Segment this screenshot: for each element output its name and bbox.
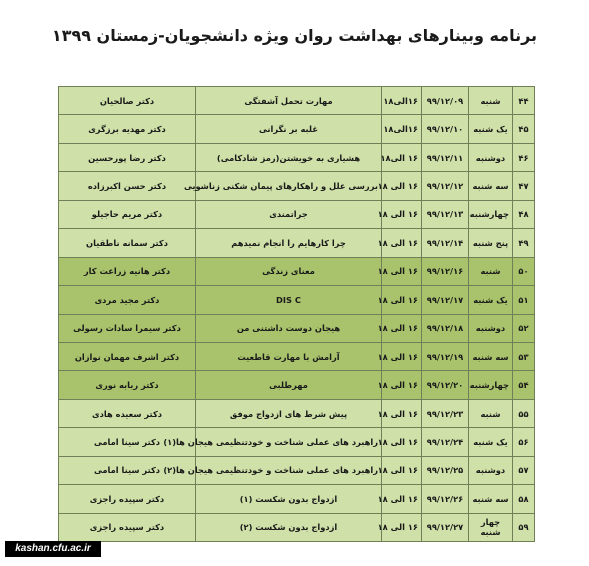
presenter-cell: دکتر سمانه ناطقیان bbox=[59, 229, 196, 257]
row-number: ۵۹ bbox=[513, 513, 535, 541]
presenter-cell: دکتر سینا امامی bbox=[59, 456, 196, 484]
date-cell: ۹۹/۱۲/۲۶ bbox=[422, 485, 469, 513]
presenter-cell: دکتر صالحیان bbox=[59, 87, 196, 115]
date-cell: ۹۹/۱۲/۱۳ bbox=[422, 200, 469, 228]
time-cell: ۱۶ الی ۱۸ bbox=[382, 257, 422, 285]
presenter-cell: دکتر حسن اکبرزاده bbox=[59, 172, 196, 200]
row-number: ۵۷ bbox=[513, 456, 535, 484]
topic-cell: هشیاری به خویشتن(رمز شادکامی) bbox=[196, 143, 382, 171]
date-cell: ۹۹/۱۲/۱۷ bbox=[422, 286, 469, 314]
weekday-cell: شنبه bbox=[469, 257, 513, 285]
table-row bbox=[59, 314, 535, 342]
presenter-cell: دکتر سپیده راجزی bbox=[59, 513, 196, 541]
weekday-cell: سه شنبه bbox=[469, 485, 513, 513]
schedule-table bbox=[58, 86, 535, 542]
date-cell: ۹۹/۱۲/۱۰ bbox=[422, 115, 469, 143]
table-row bbox=[59, 428, 535, 456]
time-cell: ۱۶ الی ۱۸ bbox=[382, 172, 422, 200]
topic-cell: پیش شرط های ازدواج موفق bbox=[196, 399, 382, 427]
weekday-cell: یک شنبه bbox=[469, 115, 513, 143]
presenter-cell: دکتر سپیده راجزی bbox=[59, 485, 196, 513]
topic-cell: راهبرد های عملی شناخت و خودتنظیمی هیجان ها(۱) bbox=[196, 428, 382, 456]
row-number: ۵۶ bbox=[513, 428, 535, 456]
presenter-cell: دکتر ربابه نوری bbox=[59, 371, 196, 399]
topic-cell: ازدواج بدون شکست (۲) bbox=[196, 513, 382, 541]
time-cell: ۱۶ الی ۱۸ bbox=[382, 314, 422, 342]
time-cell: ۱۶ الی۱۸ bbox=[382, 143, 422, 171]
topic-cell: ازدواج بدون شکست (۱) bbox=[196, 485, 382, 513]
table-row bbox=[59, 172, 535, 200]
date-cell: ۹۹/۱۲/۱۹ bbox=[422, 342, 469, 370]
weekday-cell: سه شنبه bbox=[469, 172, 513, 200]
topic-cell: هیجان دوست داشتنی من bbox=[196, 314, 382, 342]
date-cell: ۹۹/۱۲/۱۲ bbox=[422, 172, 469, 200]
weekday-cell: چهارشنبه bbox=[469, 200, 513, 228]
date-cell: ۹۹/۱۲/۱۶ bbox=[422, 257, 469, 285]
row-number: ۴۹ bbox=[513, 229, 535, 257]
time-cell: ۱۶ الی ۱۸ bbox=[382, 513, 422, 541]
presenter-cell: دکتر رضا پورحسین bbox=[59, 143, 196, 171]
weekday-cell: سه شنبه bbox=[469, 342, 513, 370]
site-watermark: kashan.cfu.ac.ir bbox=[5, 541, 101, 557]
table-row bbox=[59, 342, 535, 370]
time-cell: ۱۶ الی ۱۸ bbox=[382, 229, 422, 257]
time-cell: ۱۶ الی ۱۸ bbox=[382, 342, 422, 370]
date-cell: ۹۹/۱۲/۲۳ bbox=[422, 399, 469, 427]
date-cell: ۹۹/۱۲/۲۵ bbox=[422, 456, 469, 484]
table-row bbox=[59, 143, 535, 171]
row-number: ۵۴ bbox=[513, 371, 535, 399]
presenter-cell: دکتر سعیده هادی bbox=[59, 399, 196, 427]
table-row bbox=[59, 87, 535, 115]
table-row bbox=[59, 257, 535, 285]
date-cell: ۹۹/۱۲/۰۹ bbox=[422, 87, 469, 115]
row-number: ۵۳ bbox=[513, 342, 535, 370]
date-cell: ۹۹/۱۲/۱۸ bbox=[422, 314, 469, 342]
topic-cell: غلبه بر نگرانی bbox=[196, 115, 382, 143]
time-cell: ۱۶ الی ۱۸ bbox=[382, 200, 422, 228]
weekday-cell: شنبه bbox=[469, 399, 513, 427]
weekday-cell: چهارشنبه bbox=[469, 371, 513, 399]
time-cell: ۱۶الی۱۸ bbox=[382, 87, 422, 115]
time-cell: ۱۶الی۱۸ bbox=[382, 115, 422, 143]
table-row bbox=[59, 513, 535, 541]
date-cell: ۹۹/۱۲/۱۴ bbox=[422, 229, 469, 257]
topic-cell: راهبرد های عملی شناخت و خودتنظیمی هیجان ها(۲) bbox=[196, 456, 382, 484]
topic-cell: مهارت تحمل آشفتگی bbox=[196, 87, 382, 115]
topic-cell: بررسی علل و راهکارهای پیمان شکنی زناشویی bbox=[196, 172, 382, 200]
row-number: ۵۵ bbox=[513, 399, 535, 427]
table-row bbox=[59, 200, 535, 228]
weekday-cell: پنج شنبه bbox=[469, 229, 513, 257]
time-cell: ۱۶ الی ۱۸ bbox=[382, 485, 422, 513]
time-cell: ۱۶ الی ۱۸ bbox=[382, 371, 422, 399]
table-row bbox=[59, 229, 535, 257]
schedule-body bbox=[59, 87, 535, 542]
presenter-cell: دکتر سینا امامی bbox=[59, 428, 196, 456]
row-number: ۴۷ bbox=[513, 172, 535, 200]
date-cell: ۹۹/۱۲/۱۱ bbox=[422, 143, 469, 171]
weekday-cell: چهار شنبه bbox=[469, 513, 513, 541]
weekday-cell: دوشنبه bbox=[469, 456, 513, 484]
presenter-cell: دکتر مهدیه برزگری bbox=[59, 115, 196, 143]
table-row bbox=[59, 485, 535, 513]
weekday-cell: شنبه bbox=[469, 87, 513, 115]
page-title: برنامه وبینارهای بهداشت روان ویژه دانشجویان-زمستان ۱۳۹۹ bbox=[51, 26, 538, 45]
table-row bbox=[59, 115, 535, 143]
row-number: ۴۵ bbox=[513, 115, 535, 143]
presenter-cell: دکتر سیمرا سادات رسولی bbox=[59, 314, 196, 342]
topic-cell: DIS C bbox=[196, 286, 382, 314]
topic-cell: جراتمندی bbox=[196, 200, 382, 228]
weekday-cell: یک شنبه bbox=[469, 286, 513, 314]
time-cell: ۱۶ الی ۱۸ bbox=[382, 286, 422, 314]
row-number: ۵۰ bbox=[513, 257, 535, 285]
topic-cell: معنای زندگی bbox=[196, 257, 382, 285]
row-number: ۴۶ bbox=[513, 143, 535, 171]
time-cell: ۱۶ الی ۱۸ bbox=[382, 456, 422, 484]
topic-cell: آرامش با مهارت قاطعیت bbox=[196, 342, 382, 370]
table-row bbox=[59, 286, 535, 314]
presenter-cell: دکتر هانیه زراعت کار bbox=[59, 257, 196, 285]
table-row bbox=[59, 371, 535, 399]
weekday-cell: یک شنبه bbox=[469, 428, 513, 456]
table-row bbox=[59, 456, 535, 484]
presenter-cell: دکتر اشرف مهمان نوازان bbox=[59, 342, 196, 370]
date-cell: ۹۹/۱۲/۲۴ bbox=[422, 428, 469, 456]
date-cell: ۹۹/۱۲/۲۷ bbox=[422, 513, 469, 541]
presenter-cell: دکتر مجید مردی bbox=[59, 286, 196, 314]
time-cell: ۱۶ الی ۱۸ bbox=[382, 399, 422, 427]
presenter-cell: دکتر مریم حاجیلو bbox=[59, 200, 196, 228]
date-cell: ۹۹/۱۲/۲۰ bbox=[422, 371, 469, 399]
weekday-cell: دوشنبه bbox=[469, 143, 513, 171]
row-number: ۴۴ bbox=[513, 87, 535, 115]
weekday-cell: دوشنبه bbox=[469, 314, 513, 342]
row-number: ۵۸ bbox=[513, 485, 535, 513]
row-number: ۵۱ bbox=[513, 286, 535, 314]
table-row bbox=[59, 399, 535, 427]
row-number: ۴۸ bbox=[513, 200, 535, 228]
row-number: ۵۲ bbox=[513, 314, 535, 342]
topic-cell: چرا کارهایم را انجام نمیدهم bbox=[196, 229, 382, 257]
topic-cell: مهرطلبی bbox=[196, 371, 382, 399]
time-cell: ۱۶ الی ۱۸ bbox=[382, 428, 422, 456]
